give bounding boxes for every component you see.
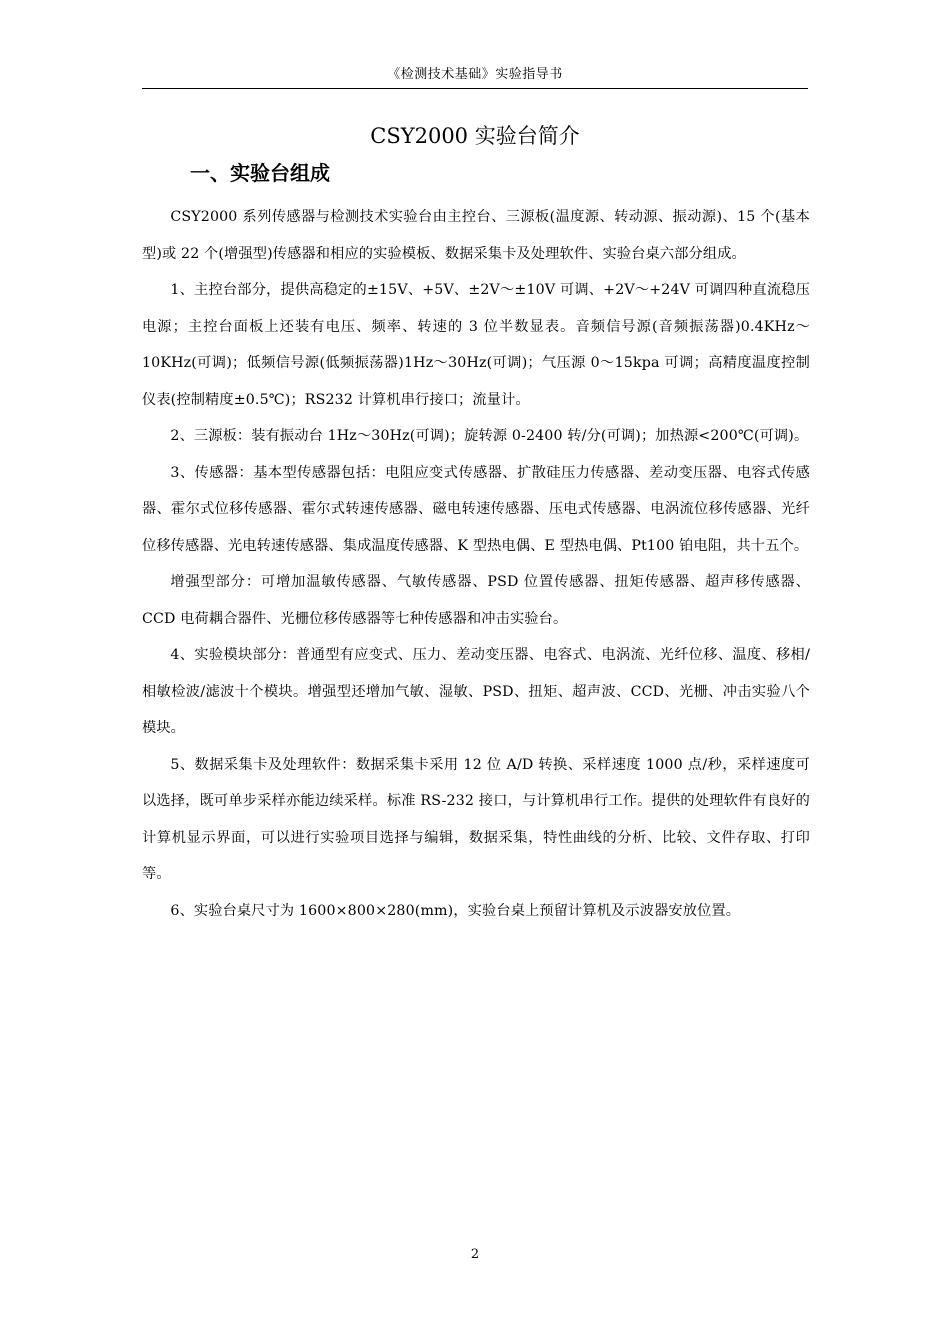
- paragraph-sensors: 3、传感器：基本型传感器包括：电阻应变式传感器、扩散硅压力传感器、差动变压器、电容式传感器、霍尔式位移传感器、霍尔式转速传感器、磁电转速传感器、压电式传感器、电涡流位移传感器、光纤位移传感器、光电转速传感器、集成温度传感器、K 型热电偶、E 型热电偶、Pt100 铂电阻，共十五个。: [142, 464, 810, 554]
- page-number: 2: [470, 1247, 480, 1262]
- paragraph-desk-size: 6、实验台桌尺寸为 1600×800×280(mm)，实验台桌上预留计算机及示波器安放位置。: [170, 902, 741, 919]
- document-title: CSY2000 实验台简介: [370, 124, 580, 148]
- body-text: [142, 199, 810, 929]
- header-rule: [142, 88, 808, 89]
- paragraph-overview: CSY2000 系列传感器与检测技术实验台由主控台、三源板(温度源、转动源、振动源)、15 个(基本型)或 22 个(增强型)传感器和相应的实验模板、数据采集卡及处理软件、实验台桌六部分组成。: [142, 209, 810, 262]
- paragraph-three-source-board: 2、三源板：装有振动台 1Hz～30Hz(可调)；旋转源 0-2400 转/分(可调)；加热源<200℃(可调)。: [170, 428, 809, 444]
- paragraph-modules: 4、实验模块部分：普通型有应变式、压力、差动变压器、电容式、电涡流、光纤位移、温度、移相/相敏检波/滤波十个模块。增强型还增加气敏、湿敏、PSD、扭矩、超声波、CCD、光栅、冲击实验八个模块。: [142, 647, 810, 736]
- running-header: 《检测技术基础》实验指导书: [387, 67, 563, 82]
- paragraph-main-console: 1、主控台部分，提供高稳定的±15V、+5V、±2V～±10V 可调、+2V～+24V 可调四种直流稳压电源；主控台面板上还装有电压、频率、转速的 3 位半数显表。音频信号源(音频振荡器)0.4KHz～10KHz(可调)；低频信号源(低频振荡器)1Hz～30Hz(可调)；气压源 0～15kpa 可调；高精度温度控制仪表(控制精度±0.5℃)；RS232 计算机串行接口；流量计。: [142, 282, 810, 408]
- paragraph-data-acquisition: 5、数据采集卡及处理软件：数据采集卡采用 12 位 A/D 转换、采样速度 1000 点/秒，采样速度可以选择，既可单步采样亦能边续采样。标准 RS-232 接口，与计算机串行工作。提供的处理软件有良好的计算机显示界面，可以进行实验项目选择与编辑，数据采集，特性曲线的分析、比较、文件存取、打印等。: [142, 756, 810, 882]
- section-heading: 一、实验台组成: [190, 161, 330, 185]
- paragraph-enhanced-sensors: 增强型部分：可增加温敏传感器、气敏传感器、PSD 位置传感器、扭矩传感器、超声移传感器、CCD 电荷耦合器件、光栅位移传感器等七种传感器和冲击实验台。: [142, 574, 810, 627]
